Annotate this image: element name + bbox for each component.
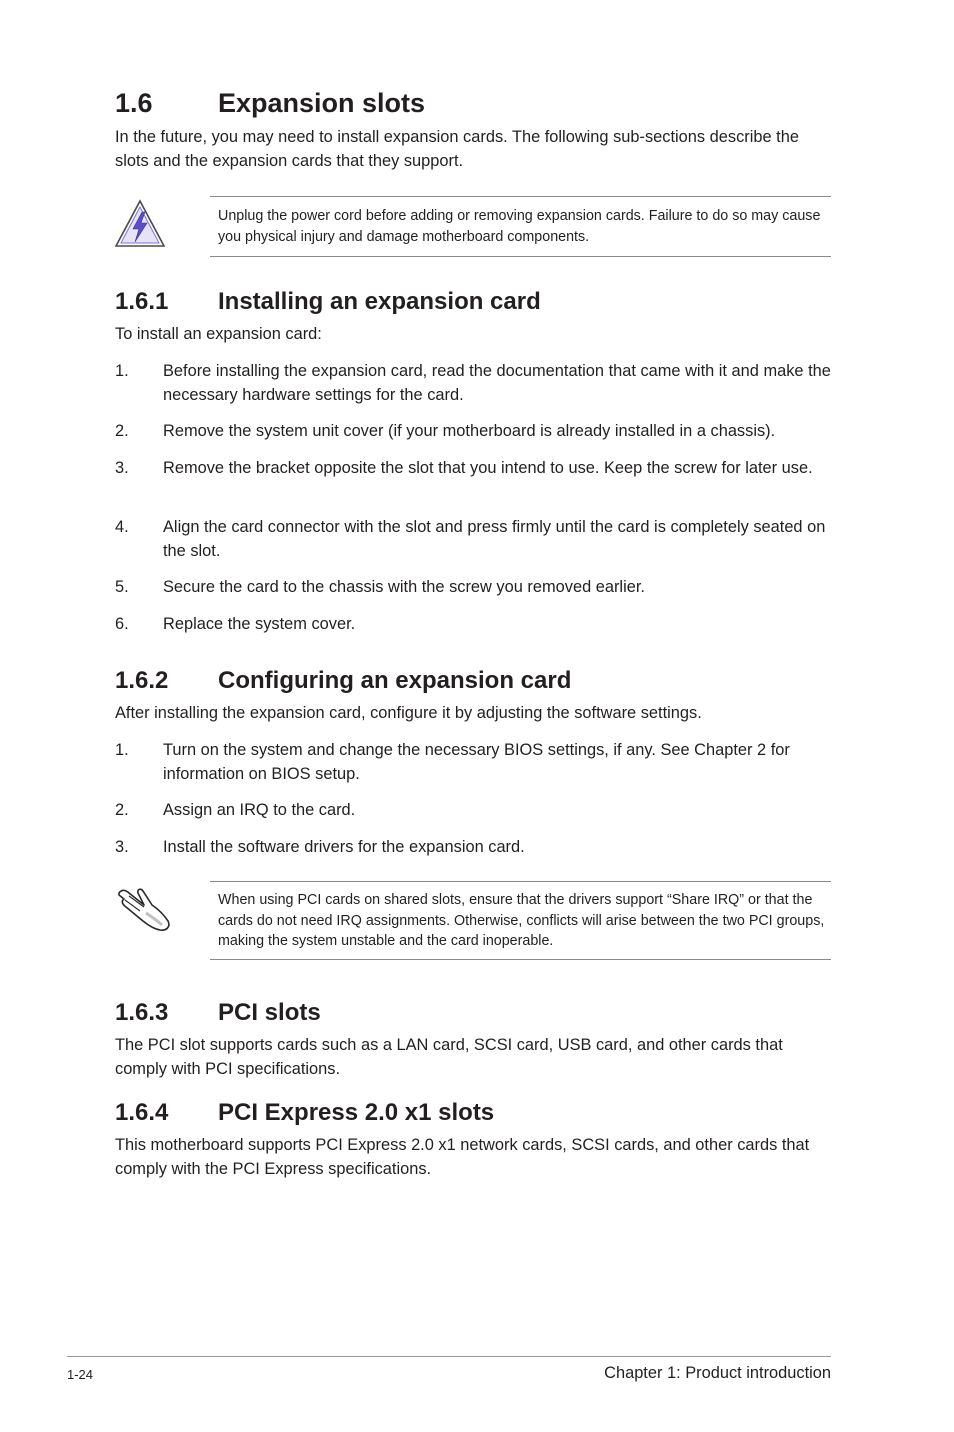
subsection-title: PCI Express 2.0 x1 slots <box>218 1099 495 1126</box>
list-text: Install the software drivers for the expansion card. <box>163 838 525 856</box>
list-item <box>115 516 835 563</box>
list-text: Before installing the expansion card, read the documentation that came with it and make the necessary hardware settings for the card. <box>163 362 831 404</box>
note-callout <box>210 881 831 960</box>
list-text: Secure the card to the chassis with the screw you removed earlier. <box>163 578 645 596</box>
list-item <box>115 420 835 444</box>
list-number: 3. <box>115 838 129 856</box>
list-number: 2. <box>115 801 129 819</box>
section-number: 1.6 <box>115 88 153 118</box>
configuring-intro: After installing the expansion card, configure it by adjusting the software settings. <box>115 704 702 722</box>
subsection-heading-configuring <box>115 667 571 695</box>
installing-intro: To install an expansion card: <box>115 325 322 343</box>
list-item <box>115 613 835 637</box>
section-heading <box>115 88 425 119</box>
pcie-text: This motherboard supports PCI Express 2.0 x1 network cards, SCSI cards, and other cards that comply with the PCI Express specifications. <box>115 1136 810 1178</box>
subsection-heading-pcie <box>115 1099 494 1127</box>
note-hand-icon <box>116 883 174 938</box>
subsection-heading-installing <box>115 288 541 316</box>
list-text: Assign an IRQ to the card. <box>163 801 356 819</box>
list-item <box>115 457 835 481</box>
list-item <box>115 576 835 600</box>
list-number: 1. <box>115 741 129 759</box>
list-item <box>115 836 835 860</box>
subsection-title: Configuring an expansion card <box>218 667 572 694</box>
warning-callout <box>210 196 831 257</box>
note-text: When using PCI cards on shared slots, ensure that the drivers support “Share IRQ” or that the cards do not need IRQ assignments. Otherwise, conflicts will arise between the two PCI groups, making the system unstable and the card inoperable. <box>218 892 825 949</box>
list-number: 6. <box>115 615 129 633</box>
subsection-number: 1.6.3 <box>115 999 169 1026</box>
section-intro: In the future, you may need to install expansion cards. The following sub-sections describe the slots and the expansion cards that they support. <box>115 128 799 170</box>
list-number: 5. <box>115 578 129 596</box>
subsection-title: PCI slots <box>218 999 321 1026</box>
pci-text: The PCI slot supports cards such as a LAN card, SCSI card, USB card, and other cards that comply with PCI specifications. <box>115 1036 783 1078</box>
list-item <box>115 739 835 786</box>
subsection-number: 1.6.4 <box>115 1099 169 1126</box>
list-text: Replace the system cover. <box>163 615 356 633</box>
list-number: 3. <box>115 459 129 477</box>
list-item <box>115 360 835 407</box>
list-text: Remove the system unit cover (if your motherboard is already installed in a chassis). <box>163 422 776 440</box>
list-text: Turn on the system and change the necessary BIOS settings, if any. See Chapter 2 for information on BIOS setup. <box>163 741 790 783</box>
list-text: Remove the bracket opposite the slot that you intend to use. Keep the screw for later use. <box>163 459 813 477</box>
subsection-heading-pci <box>115 999 321 1027</box>
chapter-label: Chapter 1: Product introduction <box>604 1364 831 1382</box>
section-title: Expansion slots <box>218 88 426 118</box>
footer-divider <box>67 1356 831 1357</box>
list-item <box>115 799 835 823</box>
warning-text: Unplug the power cord before adding or removing expansion cards. Failure to do so may cause you physical injury and damage motherboard components. <box>218 208 821 245</box>
subsection-title: Installing an expansion card <box>218 288 541 315</box>
subsection-number: 1.6.1 <box>115 288 169 315</box>
list-number: 1. <box>115 362 129 380</box>
list-number: 2. <box>115 422 129 440</box>
list-number: 4. <box>115 518 129 536</box>
page-number: 1-24 <box>67 1367 94 1382</box>
subsection-number: 1.6.2 <box>115 667 169 694</box>
warning-lightning-icon <box>114 198 166 255</box>
list-text: Align the card connector with the slot and press firmly until the card is completely seated on the slot. <box>163 518 826 560</box>
